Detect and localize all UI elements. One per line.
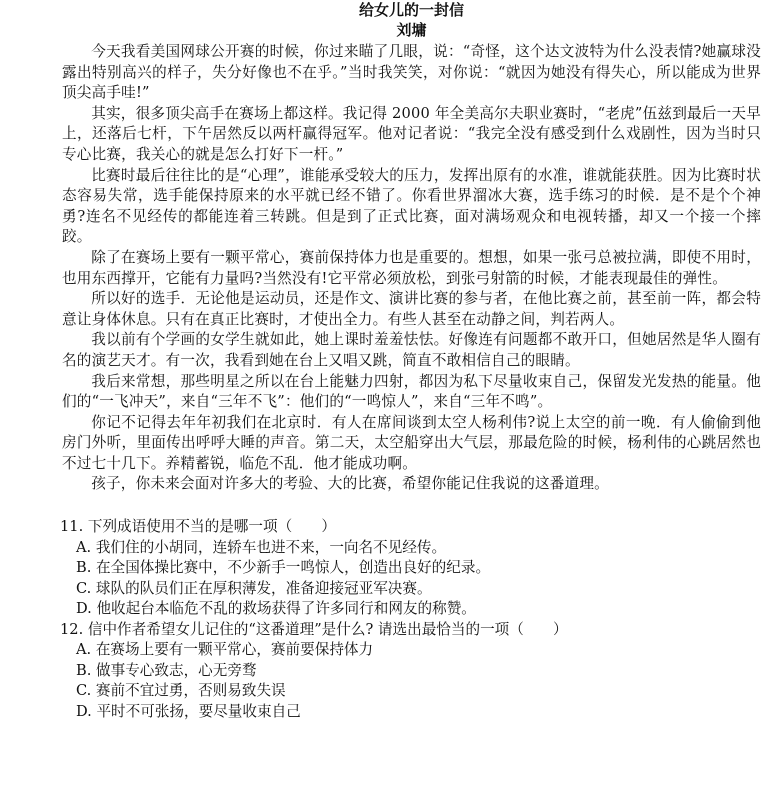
- letter-paragraph: 孩子，你未来会面对许多大的考验、大的比赛，希望你能记住我说的这番道理。: [91, 475, 609, 493]
- question-12-stem: 12. 信中作者希望女儿记住的“这番道理”是什么? 请选出最恰当的一项（ ）: [60, 620, 568, 638]
- letter-paragraph: 其实，很多顶尖高手在赛场上都这样。我记得 2000 年全美高尔夫职业赛时，“老虎”伍兹到最后一天早上，还落后七杆，下午居然反以两杆赢得冠军。他对记者说：“我完全没有感受到什么戏剧性，因为当时只专心比赛，我关心的就是怎么打好下一杆。”: [62, 104, 761, 163]
- letter-paragraph: 除了在赛场上要有一颗平常心，赛前保持体力也是重要的。想想，如果一张弓总被拉满，即使不用时，也用东西撑开，它能有力量吗?当然没有!它平常必须放松，到张弓射箭的时候，才能表现最佳的弹性。: [62, 248, 761, 287]
- letter-paragraph: 你记不记得去年年初我们在北京时．有人在席间谈到太空人杨利伟?说上太空的前一晚．有人偷偷到他房门外听，里面传出呼呼大睡的声音。第二天，太空船穿出大气层，那最危险的时候，杨利伟的心跳居然也不过七十几下。养精蓄锐，临危不乱．他才能成功啊。: [62, 413, 761, 472]
- question-12-option-b[interactable]: B. 做事专心致志，心无旁骛: [76, 661, 257, 679]
- question-11-option-d[interactable]: D. 他收起台本临危不乱的救场获得了许多同行和网友的称赞。: [76, 600, 476, 618]
- section-spacer: [62, 495, 761, 517]
- question-11-option-c[interactable]: C. 球队的队员们正在厚积薄发，准备迎接冠亚军决赛。: [76, 579, 432, 597]
- question-12-option-c[interactable]: C. 赛前不宜过勇，否则易致失误: [76, 682, 286, 700]
- question-11-option-b[interactable]: B. 在全国体操比赛中，不少新手一鸣惊人，创造出良好的纪录。: [76, 559, 491, 577]
- question-12-option-d[interactable]: D. 平时不可张扬，要尽量收束自己: [76, 702, 301, 720]
- question-12-option-a[interactable]: A. 在赛场上要有一颗平常心，赛前要保持体力: [76, 641, 374, 659]
- letter-author: 刘墉: [396, 21, 427, 39]
- letter-paragraph: 我以前有个学画的女学生就如此，她上课时羞羞怯怯。好像连有问题都不敢开口，但她居然是华人圈有名的演艺天才。有一次，我看到她在台上又唱又跳，简直不敢相信自己的眼睛。: [62, 331, 761, 369]
- question-11-option-a[interactable]: A. 我们住的小胡同，连轿车也进不来，一向名不见经传。: [76, 538, 447, 556]
- letter-paragraph: 今天我看美国网球公开赛的时候，你过来瞄了几眼，说：“奇怪，这个达文波特为什么没表情?她赢球没露出特别高兴的样子，失分好像也不在乎。”当时我笑笑，对你说：“就因为她没有得失心，所以能成为世界顶尖高手哇!”: [62, 43, 761, 102]
- letter-paragraph: 比赛时最后往往比的是“心理”，谁能承受较大的压力，发挥出原有的水准，谁就能获胜。因为比赛时状态容易失常，选手能保持原来的水平就已经不错了。你看世界溜冰大赛，选手练习的时候．是不是个个神勇?连名不见经传的都能连着三转跳。但是到了正式比赛，面对满场观众和电视转播，却又一个接一个摔跤。: [62, 166, 761, 246]
- letter-title: 给女儿的一封信: [358, 1, 464, 19]
- question-11-stem: 11. 下列成语使用不当的是哪一项（ ）: [60, 518, 336, 536]
- letter-paragraph: 所以好的选手．无论他是运动员，还是作文、演讲比赛的参与者，在他比赛之前，甚至前一阵，都会特意让身体休息。只有在真正比赛时，才使出全力。有些人甚至在动静之间，判若两人。: [62, 290, 761, 328]
- letter-paragraph: 我后来常想，那些明星之所以在台上能魅力四射，都因为私下尽量收束自己，保留发光发热的能量。他们的“一飞冲天”，来自“三年不飞”：他们的“一鸣惊人”，来自“三年不鸣”。: [62, 372, 761, 411]
